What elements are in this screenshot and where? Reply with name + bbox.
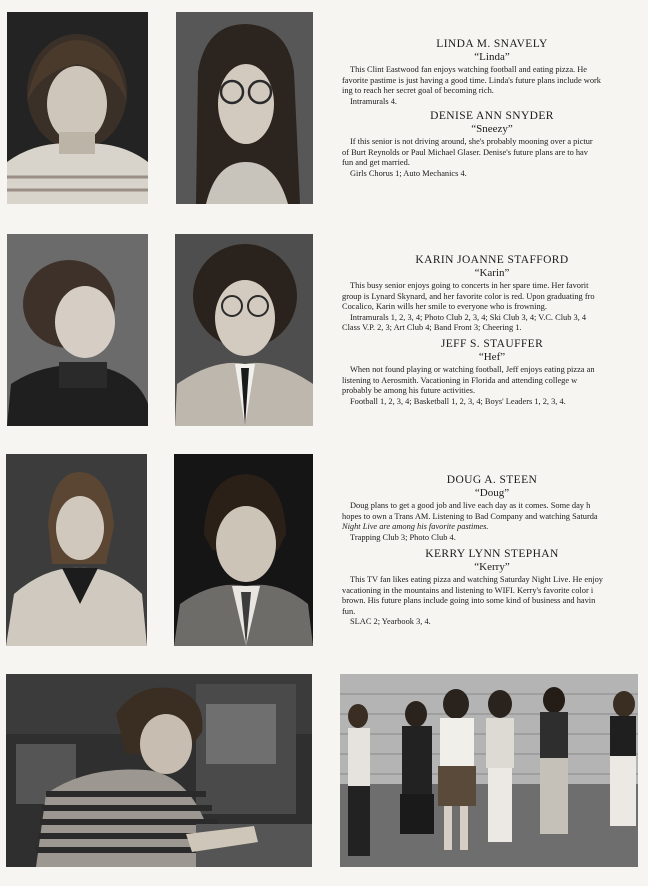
bio-line: This TV fan likes eating pizza and watching Saturday Night Live. He enjoy: [350, 575, 603, 584]
senior-nickname: “Sneezy”: [471, 123, 513, 135]
bio-line: favorite pastime is just having a good time. Linda's future plans include work: [342, 75, 601, 85]
bio-denise-snyder: [342, 110, 642, 179]
bio-line: vacationing in the mountains and listening to WIFI. Kerry's favorite color i: [342, 585, 594, 595]
bio-line: group is Lynard Skynard, and her favorite color is red. Upon graduating fro: [342, 291, 595, 301]
senior-activities: Football 1, 2, 3, 4; Basketball 1, 2, 3, 4; Boys' Leaders 1, 2, 3, 4.: [350, 396, 566, 406]
bio-line: Doug plans to get a good job and live each day as it comes. Some day h: [350, 501, 591, 510]
candid-photo-group-hallway: [340, 674, 639, 867]
portrait-karin-stafford: [7, 234, 148, 426]
senior-name: DENISE ANN SNYDER: [430, 110, 554, 122]
portrait-jeff-stauffer: [175, 234, 313, 426]
senior-bio: [342, 365, 642, 397]
bio-line: ing to reach her secret goal of becoming rich.: [342, 86, 494, 96]
bio-line: probably be among his future activities.: [342, 386, 476, 396]
senior-bio: [342, 137, 642, 169]
senior-nickname: “Karin”: [474, 267, 510, 279]
senior-name: KARIN JOANNE STAFFORD: [415, 254, 569, 266]
senior-nickname: “Doug”: [474, 487, 510, 499]
senior-bio: [342, 575, 642, 617]
bio-line: hopes to own a Trans AM. Listening to Bad Company and watching Saturda: [342, 511, 598, 521]
bio-line: When not found playing or watching football, Jeff enjoys eating pizza an: [350, 365, 595, 374]
senior-activities: SLAC 2; Yearbook 3, 4.: [350, 617, 431, 627]
senior-activities: Intramurals 4.: [350, 96, 397, 106]
bio-line: brown. His future plans include going into some kind of business and havin: [342, 596, 596, 606]
portrait-doug-steen: [6, 454, 147, 646]
bio-doug-steen: [342, 474, 642, 543]
bio-line: This Clint Eastwood fan enjoys watching football and eating pizza. He: [350, 65, 587, 74]
senior-bio: [342, 501, 642, 533]
senior-name: LINDA M. SNAVELY: [436, 38, 548, 50]
senior-nickname: “Hef”: [478, 351, 506, 363]
bio-line: Intramurals 1, 2, 3, 4; Photo Club 2, 3, 4; Ski Club 3, 4; V.C. Club 3, 4: [350, 312, 587, 322]
bio-line: Class V.P. 2, 3; Art Club 4; Band Front 3; Cheering 1.: [342, 323, 522, 333]
bio-line: If this senior is not driving around, she's probably mooning over a pictur: [350, 137, 593, 146]
senior-activities: Girls Chorus 1; Auto Mechanics 4.: [350, 168, 467, 178]
candid-photo-student-writing: [6, 674, 312, 867]
senior-bio: [342, 65, 642, 97]
bio-line: Cocalico, Karin wills her smile to everyone who is frowning.: [342, 302, 547, 312]
bio-karin-stafford: [342, 254, 642, 334]
senior-name: JEFF S. STAUFFER: [440, 338, 544, 350]
bio-jeff-stauffer: [342, 338, 642, 407]
senior-activities: Trapping Club 3; Photo Club 4.: [350, 532, 456, 542]
bio-line: of Burt Reynolds or Paul Michael Glaser. Denise's future plans are to hav: [342, 147, 588, 157]
senior-nickname: “Kerry”: [474, 561, 510, 573]
bio-line: Night Live are among his favorite pastimes.: [342, 522, 489, 532]
senior-nickname: “Linda”: [474, 51, 510, 63]
bio-linda-snavely: [342, 38, 642, 107]
bio-line: listening to Aerosmith. Vacationing in Florida and attending college w: [342, 375, 578, 385]
portrait-linda-snavely: [7, 12, 148, 204]
bio-kerry-stephan: [342, 548, 642, 628]
portrait-kerry-stephan: [174, 454, 313, 646]
senior-name: KERRY LYNN STEPHAN: [425, 548, 559, 560]
portrait-denise-snyder: [176, 12, 313, 204]
bio-line: fun and get married.: [342, 158, 410, 168]
senior-name: DOUG A. STEEN: [446, 474, 538, 486]
senior-bio: [342, 281, 642, 334]
bio-line: fun.: [342, 606, 356, 616]
page-edge: [638, 0, 648, 886]
bio-line: This busy senior enjoys going to concerts in her spare time. Her favorit: [350, 281, 589, 290]
